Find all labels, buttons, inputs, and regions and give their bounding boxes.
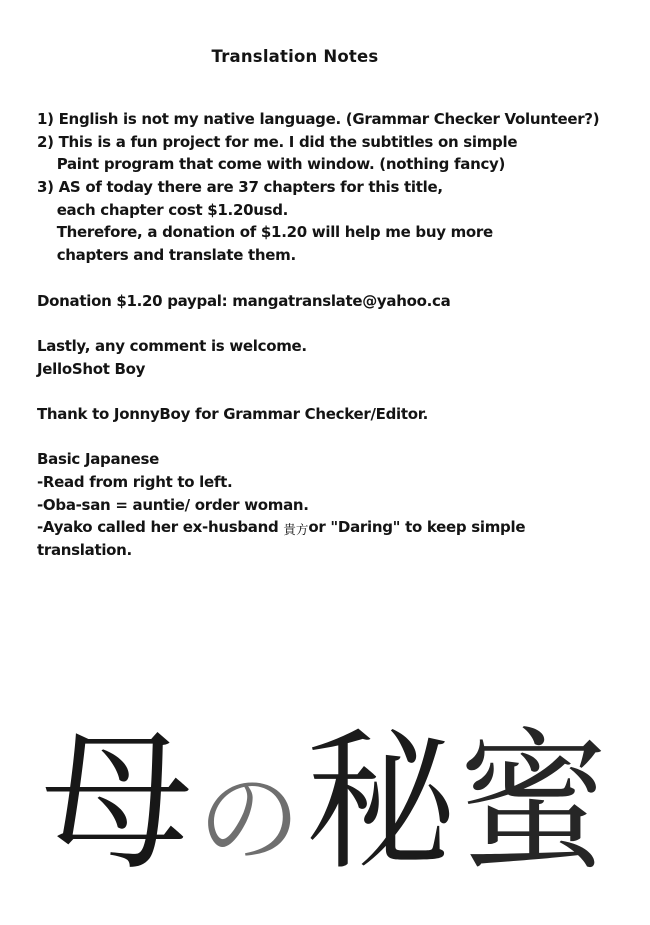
page-title: Translation Notes (211, 47, 379, 66)
note-line-blank (37, 312, 640, 335)
note-line-blank (37, 267, 640, 290)
note-line-blank (37, 426, 640, 449)
note-line: Therefore, a donation of $1.20 will help me buy more (37, 223, 493, 242)
manga-title-char-haha: 母 (40, 714, 193, 891)
note-line: 1) English is not my native language. (Grammar Checker Volunteer?) (37, 110, 600, 128)
note-line-donation: Donation $1.20 paypal: mangatranslate@yahoo.ca (37, 291, 451, 310)
manga-title-char-no: の (196, 758, 301, 880)
note-line-heading: Basic Japanese (37, 450, 160, 469)
note-line: chapters and translate them. (37, 246, 296, 265)
note-line-author: JelloShot Boy (37, 359, 146, 378)
note-line-credits: Thank to JonnyBoy for Grammar Checker/Editor. (37, 404, 429, 423)
note-line: Lastly, any comment is welcome. (37, 336, 307, 355)
note-line-blank (37, 380, 640, 403)
manga-title-char-mitsu: 蜜 (457, 714, 609, 891)
manga-title-logo (0, 712, 650, 912)
manga-title-char-hi: 秘 (305, 714, 457, 891)
note-line: 3) AS of today there are 37 chapters for this title, (37, 178, 443, 197)
note-line: -Read from right to left. (37, 473, 233, 491)
note-line: Paint program that come with window. (nothing fancy) (37, 155, 506, 174)
ayako-pre-text: -Ayako called her ex-husband (37, 518, 284, 537)
notes-block (37, 108, 640, 562)
note-line-ayako (37, 516, 640, 539)
ayako-post-text: or "Daring" to keep simple (308, 518, 526, 537)
anata-kanji-text: 貴方 (283, 522, 309, 538)
note-line: each chapter cost $1.20usd. (37, 200, 289, 219)
note-line: 2) This is a fun project for me. I did the subtitles on simple (37, 132, 518, 151)
note-line: translation. (37, 541, 132, 560)
note-line: -Oba-san = auntie/ order woman. (37, 495, 309, 514)
